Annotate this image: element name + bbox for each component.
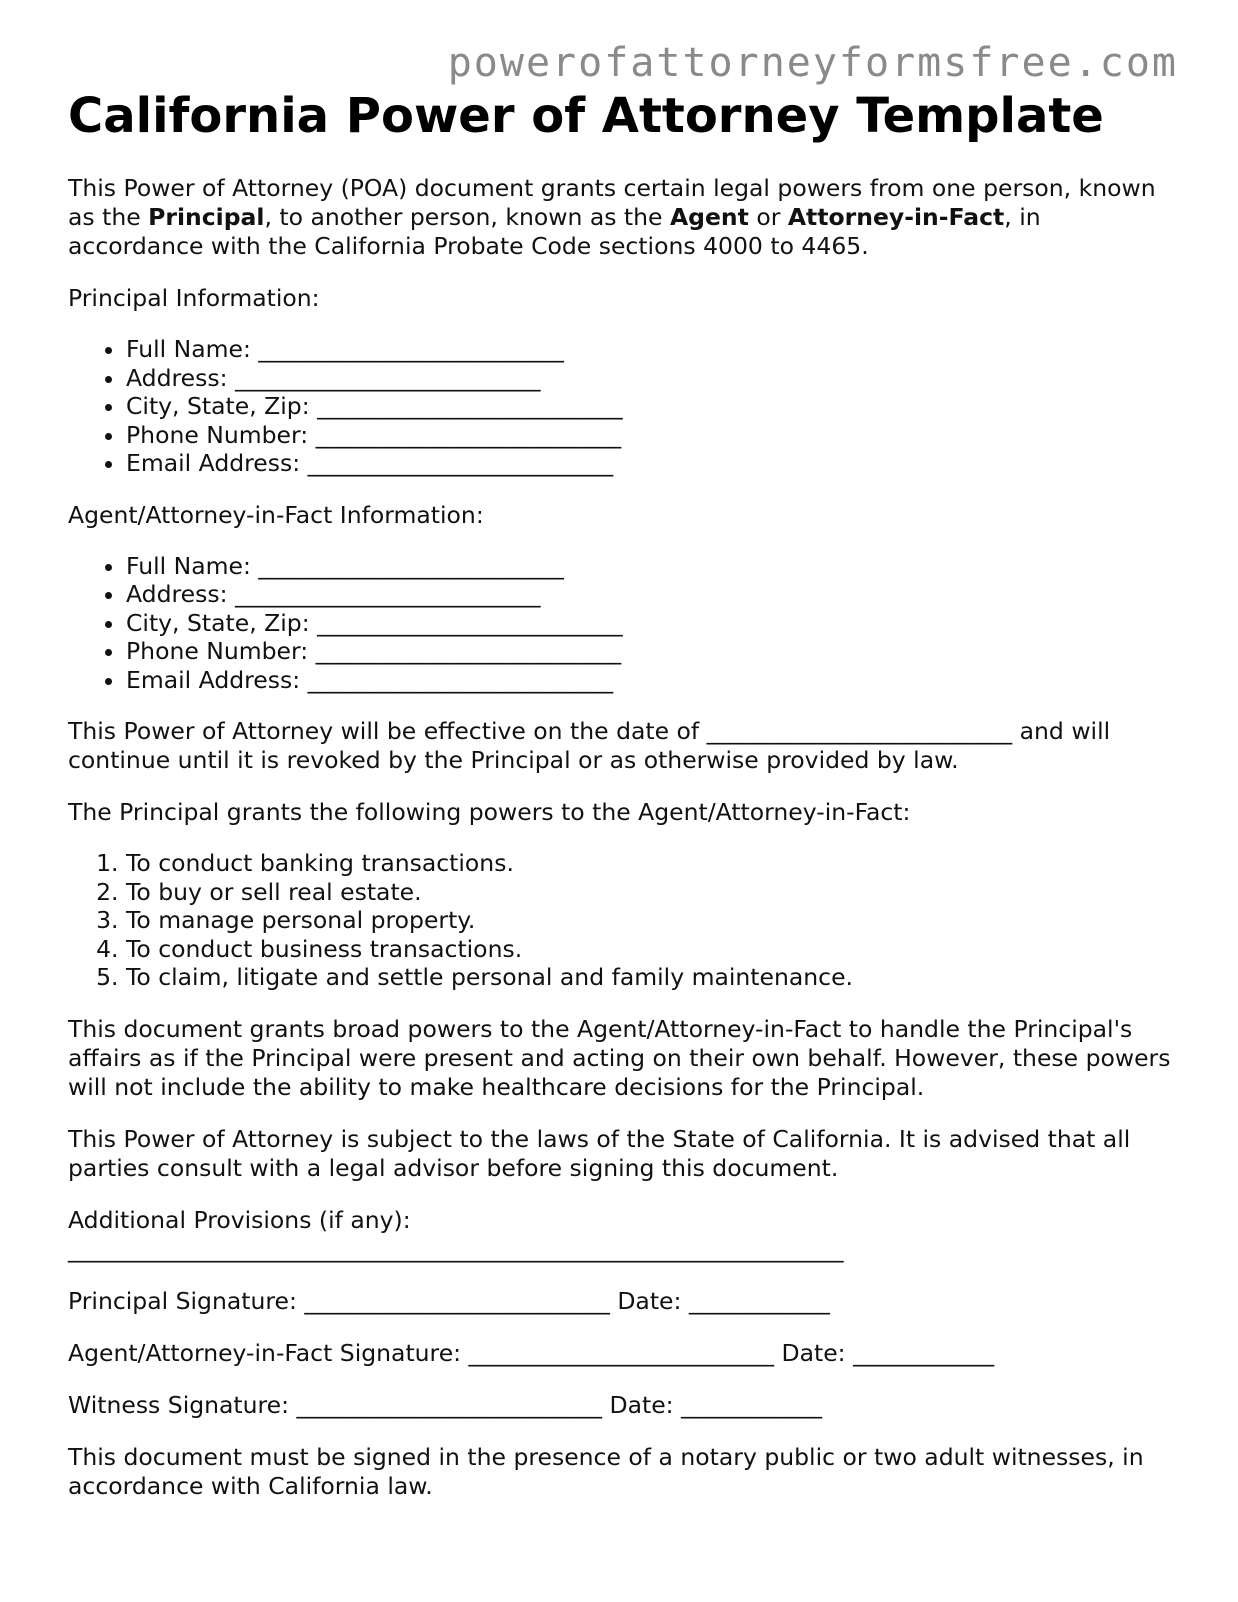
list-item: • Address: __________________________ bbox=[126, 364, 1178, 393]
watermark: powerofattorneyformsfree.com bbox=[447, 40, 1178, 86]
list-item: • Full Name: __________________________ bbox=[126, 335, 1178, 364]
list-item: 2. To buy or sell real estate. bbox=[126, 878, 1178, 907]
attorney-in-fact-term: Attorney-in-Fact bbox=[787, 203, 1005, 231]
list-item: 5. To claim, litigate and settle personal and family maintenance. bbox=[126, 963, 1178, 992]
additional-provisions-label: Additional Provisions (if any): bbox=[68, 1205, 411, 1234]
broad-powers-paragraph: This document grants broad powers to the Agent/Attorney-in-Fact to handle the Principal's affairs as if the Principal were present and acting on their own behalf. However, these powers will not include the ability to make healthcare decisions for the Principal. bbox=[68, 1014, 1171, 1101]
list-item: 1. To conduct banking transactions. bbox=[126, 849, 1178, 878]
list-item: • Full Name: __________________________ bbox=[126, 552, 1178, 581]
powers-heading: The Principal grants the following powers to the Agent/Attorney-in-Fact: bbox=[68, 798, 911, 826]
intro-paragraph bbox=[68, 174, 1178, 261]
list-item: • Address: __________________________ bbox=[126, 580, 1178, 609]
list-item: 3. To manage personal property. bbox=[126, 906, 1178, 935]
list-item: • Phone Number: __________________________ bbox=[126, 637, 1178, 666]
principal-info-heading: Principal Information: bbox=[68, 284, 320, 312]
witness-signature-line: Witness Signature: __________________________ Date: ____________ bbox=[68, 1390, 823, 1419]
notary-paragraph: This document must be signed in the presence of a notary public or two adult witnesses, in accordance with California law. bbox=[68, 1442, 1144, 1500]
agent-term: Agent bbox=[669, 203, 749, 231]
laws-paragraph: This Power of Attorney is subject to the laws of the State of California. It is advised that all parties consult with a legal advisor before signing this document. bbox=[68, 1124, 1131, 1182]
list-item: 4. To conduct business transactions. bbox=[126, 935, 1178, 964]
agent-signature-line: Agent/Attorney-in-Fact Signature: __________________________ Date: ____________ bbox=[68, 1338, 995, 1367]
principal-signature-line: Principal Signature: __________________________ Date: ____________ bbox=[68, 1286, 830, 1315]
agent-info-heading: Agent/Attorney-in-Fact Information: bbox=[68, 500, 484, 529]
additional-provisions-blank: __________________________________________________________________ bbox=[68, 1234, 844, 1263]
agent-info-list bbox=[68, 552, 1178, 695]
page-title: California Power of Attorney Template bbox=[68, 88, 1104, 144]
intro-text-2: , to another person, known as the bbox=[264, 203, 670, 231]
document-body bbox=[68, 86, 1178, 1501]
list-item: • City, State, Zip: __________________________ bbox=[126, 609, 1178, 638]
list-item: • City, State, Zip: __________________________ bbox=[126, 392, 1178, 421]
intro-text-3: or bbox=[748, 203, 788, 231]
powers-list bbox=[68, 849, 1178, 992]
list-item: • Phone Number: __________________________ bbox=[126, 421, 1178, 450]
intro-text-1: This Power of Attorney (POA) document grants certain legal powers from one person, known as the bbox=[68, 174, 1156, 231]
effective-date-paragraph: This Power of Attorney will be effective on the date of __________________________ and will continue until it is revoked by the Principal or as otherwise provided by law. bbox=[68, 717, 1111, 774]
list-item: • Email Address: __________________________ bbox=[126, 449, 1178, 478]
intro-text-4: , in accordance with the California Probate Code sections 4000 to 4465. bbox=[68, 203, 1041, 260]
list-item: • Email Address: __________________________ bbox=[126, 666, 1178, 695]
principal-info-list bbox=[68, 335, 1178, 478]
principal-term: Principal bbox=[148, 203, 265, 231]
